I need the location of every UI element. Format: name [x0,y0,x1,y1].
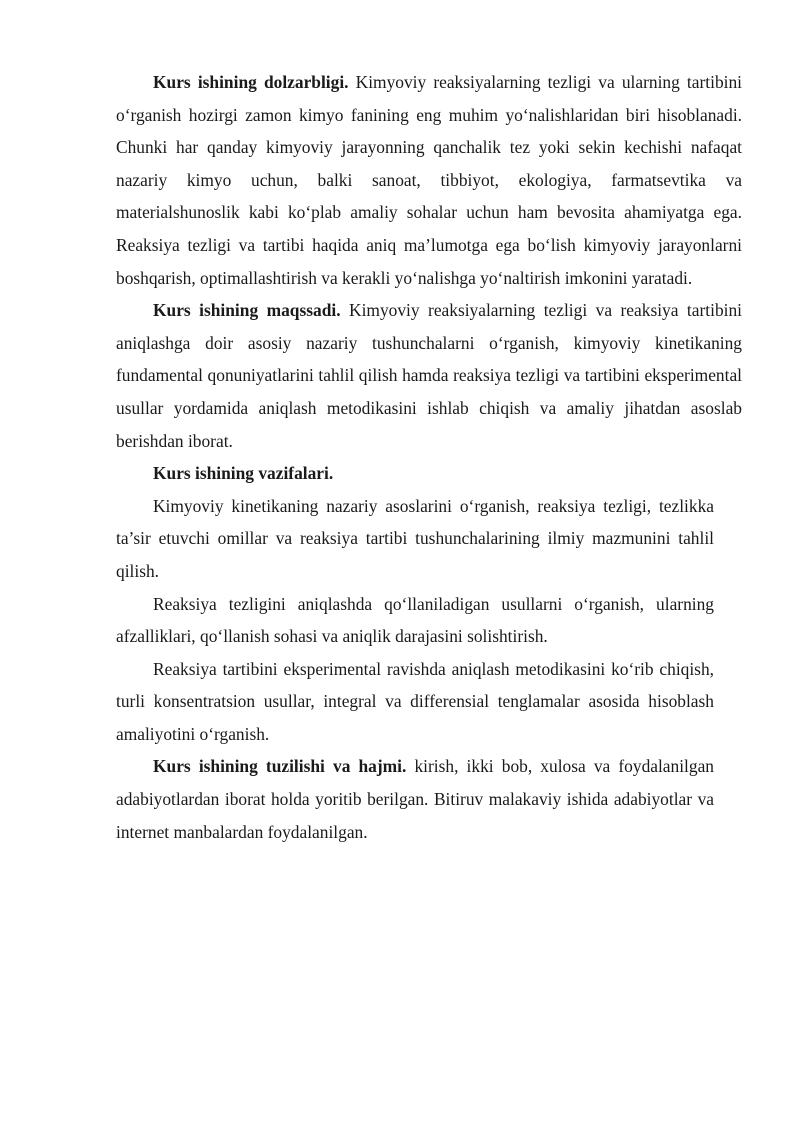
paragraph-goal [116,294,742,457]
text-goal: Kimyoviy reaksiyalarning tezligi va reaksiya tartibini aniqlashga doir asosiy nazariy tushunchalarni o‘rganish, kimyoviy kinetikaning fundamental qonuniyatlarini tahlil qilish hamda reaksiya tezligi va tartibini eksperimental usullar yordamida aniqlash metodikasini ishlab chiqish va amaliy jihatdan asoslab berishdan iborat. [116,300,742,451]
paragraph-relevance [116,66,742,294]
paragraph-structure [116,750,714,848]
paragraph-task-3: Reaksiya tartibini eksperimental ravishda aniqlash metodikasini ko‘rib chiqish, turli konsentratsion usullar, integral va differensial tenglamalar asosida hisoblash amaliyotini o‘rganish. [116,658,714,744]
paragraph-task-2: Reaksiya tezligini aniqlashda qo‘llaniladigan usullarni o‘rganish, ularning afzalliklari, qo‘llanish sohasi va aniqlik darajasini solishtirish. [116,593,714,647]
heading-structure: Kurs ishining tuzilishi va hajmi. [153,756,407,777]
document-body [116,66,742,848]
heading-goal: Kurs ishining maqssadi. [153,300,341,321]
heading-relevance: Kurs ishining dolzarbligi. [153,72,349,92]
paragraph-tasks-heading [116,457,742,490]
tasks-section [116,490,714,849]
heading-tasks: Kurs ishining vazifalari. [153,463,334,484]
text-relevance: Kimyoviy reaksiyalarning tezligi va ularning tartibini o‘rganish hozirgi zamon kimyo fanining eng muhim yo‘nalishlaridan biri hisoblanadi. Chunki har qanday kimyoviy jarayonning qanchalik tez yoki sekin kechishi nafaqat nazariy kimyo uchun, balki sanoat, tibbiyot, ekologiya, farmatsevtika va materialshunoslik kabi ko‘plab amaliy sohalar uchun ham bevosita ahamiyatga ega. Reaksiya tezligi va tartibi haqida aniq ma’lumotga ega bo‘lish kimyoviy jarayonlarni boshqarish, optimallashtirish va kerakli yo‘nalishga yo‘naltirish imkonini yaratadi. [116,72,742,288]
paragraph-task-1: Kimyoviy kinetikaning nazariy asoslarini o‘rganish, reaksiya tezligi, tezlikka ta’sir etuvchi omillar va reaksiya tartibi tushunchalarining ilmiy mazmunini tahlil qilish. [116,495,714,581]
text-structure: kirish, ikki bob, xulosa va foydalanilgan adabiyotlardan iborat holda yoritib berilgan. Bitiruv malakaviy ishida adabiyotlar va internet manbalardan foydalanilgan. [116,756,714,842]
